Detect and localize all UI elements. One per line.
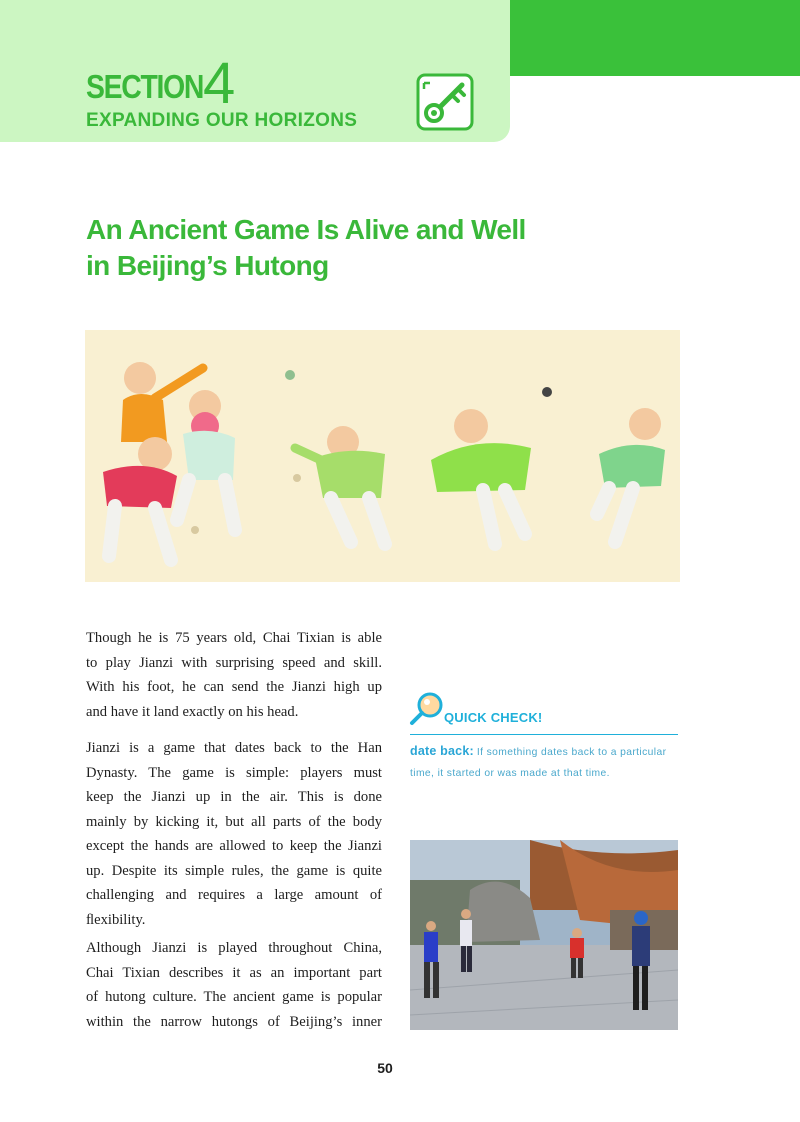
- quick-check-title: QUICK CHECK!: [444, 710, 543, 725]
- quick-check-definition-line-1: If something dates back to a particular: [476, 747, 667, 758]
- article-title-line-2: in Beijing’s Hutong: [86, 250, 329, 281]
- quick-check-term: date back:: [410, 744, 474, 758]
- section-header-accent-block: [510, 0, 800, 76]
- paragraph-3: Although Jianzi is played throughout China, Chai Tixian describes it as an important part of hutong culture. The ancient game is popular within the narrow hutongs of Beijing’s inner: [86, 940, 382, 1030]
- article-title-line-1: An Ancient Game Is Alive and Well: [86, 214, 526, 245]
- hutong-jianzi-photo: [410, 840, 678, 1030]
- key-icon: [416, 73, 474, 131]
- paragraph-2: Jianzi is a game that dates back to the Han Dynasty. The game is simple: players must keep the Jianzi up in the air. This is done mainly by kicking it, but all parts of the body except the hands are allowed to keep the Jianzi up. Despite its simple rules, the game is quite challenging and requires a large amount of ﬂexibility.: [86, 740, 382, 928]
- section-label: SECTION: [86, 68, 204, 105]
- paragraph-1: Though he is 75 years old, Chai Tixian is able to play Jianzi with surprising speed and skill. With his foot, he can send the Jianzi high up and have it land exactly on his head.: [86, 630, 382, 720]
- article-title: [86, 212, 606, 284]
- section-number: 4: [203, 51, 236, 116]
- page-number: 50: [377, 1060, 393, 1076]
- magnifier-icon: [408, 692, 444, 726]
- quick-check-divider: [410, 734, 678, 735]
- quick-check-definition: [410, 741, 680, 784]
- section-subtitle: EXPANDING OUR HORIZONS: [86, 110, 358, 131]
- jianzi-painting-illustration: [85, 330, 680, 582]
- quick-check-definition-line-2: time, it started or was made at that time.: [410, 768, 610, 779]
